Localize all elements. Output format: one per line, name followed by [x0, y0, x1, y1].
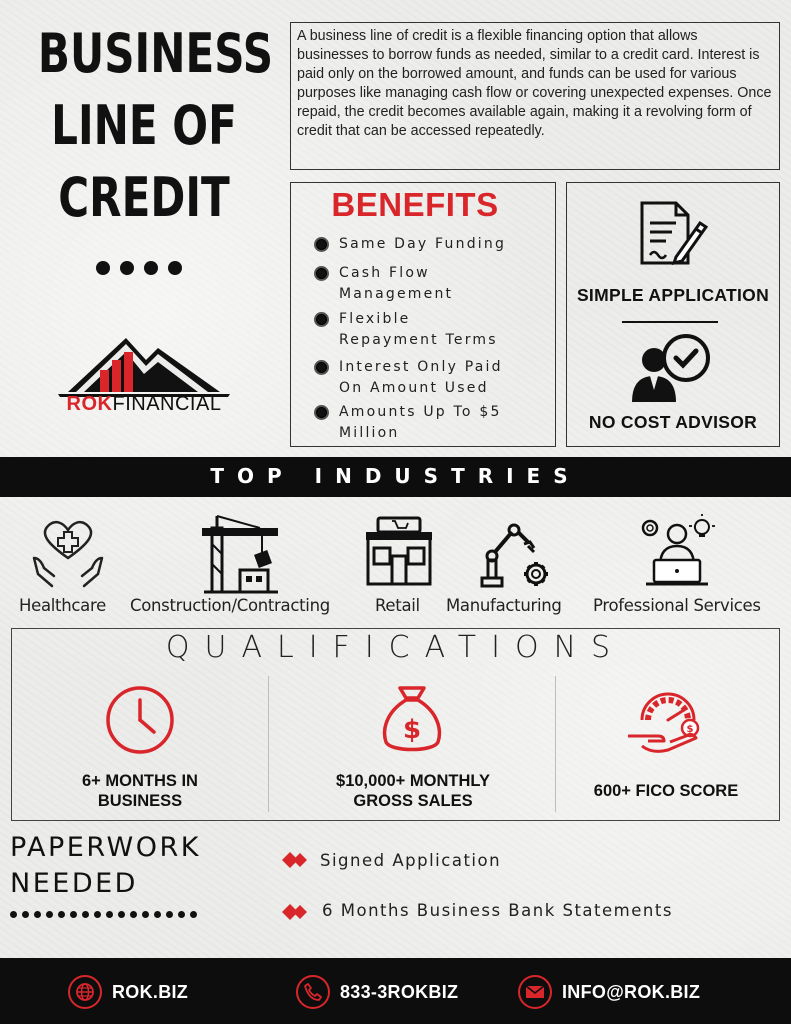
benefit-item: Flexible Repayment Terms: [314, 309, 546, 350]
manufacturing-icon: [478, 520, 552, 590]
svg-text:$: $: [402, 715, 422, 745]
document-signature-icon: [636, 199, 708, 269]
bullet-icon: [314, 237, 329, 252]
top-industries-heading: TOP INDUSTRIES: [210, 464, 581, 488]
footer-phone[interactable]: [296, 975, 458, 1009]
no-cost-advisor-label: NO COST ADVISOR: [588, 412, 758, 432]
phone-text: 833-3ROKBIZ: [340, 981, 459, 1002]
paperwork-dots-divider: [10, 911, 197, 918]
page-title: [37, 18, 274, 234]
footer-email[interactable]: [518, 975, 700, 1009]
advisor-check-icon: [628, 332, 716, 404]
benefit-item: Same Day Funding: [314, 234, 546, 255]
rok-mountain-logo-icon: [48, 330, 240, 400]
clock-icon: [104, 684, 176, 756]
benefit-item: Cash Flow Management: [314, 263, 546, 304]
globe-icon: [68, 975, 102, 1009]
brand-wordmark: [48, 393, 240, 416]
bullet-icon: [314, 266, 329, 281]
paperwork-title: PAPERWORK NEEDED: [10, 832, 201, 899]
retail-icon: [364, 516, 434, 588]
envelope-icon: [518, 975, 552, 1009]
title-line-1: BUSINESS: [37, 22, 274, 85]
industry-label-professional-services: Professional Services: [593, 596, 761, 615]
website-text: ROK.BIZ: [112, 981, 189, 1002]
benefit-item: Interest Only Paid On Amount Used: [314, 357, 546, 398]
simple-application-label: SIMPLE APPLICATION: [576, 285, 770, 305]
brand-black-text: FINANCIAL: [112, 393, 222, 415]
paperwork-item-application: Signed Application: [320, 851, 502, 870]
intro-description: A business line of credit is a flexible financing option that allows businesses to borrow funds as needed, similar to a credit card. Interest is paid only on the borrowed amount, and funds can be used for various purposes like managing cash flow or covering unexpected expenses. Once repaid, the credit becomes available again, making it a revolving form of credit that can be accessed repeatedly.: [290, 22, 780, 170]
healthcare-icon: [30, 518, 106, 590]
benefits-title: BENEFITS: [331, 186, 499, 223]
title-line-2: LINE OF: [51, 94, 237, 157]
title-line-3: CREDIT: [58, 166, 230, 229]
qualification-fico-score: 600+ FICO SCORE: [593, 782, 739, 800]
benefit-item: Amounts Up To $5 Million: [314, 402, 546, 443]
credit-score-icon: [624, 686, 708, 758]
bullet-icon: [314, 312, 329, 327]
bullet-icon: [314, 360, 329, 375]
construction-icon: [200, 514, 282, 594]
industry-label-manufacturing: Manufacturing: [446, 596, 562, 615]
qualifications-heading: QUALIFICATIONS: [165, 630, 626, 665]
diamond-bullet-icon: [282, 902, 310, 922]
diamond-bullet-icon: [282, 850, 310, 870]
professional-services-icon: [636, 514, 718, 590]
industry-label-retail: Retail: [375, 596, 420, 615]
qualification-monthly-sales: $10,000+ MONTHLY GROSS SALES: [336, 772, 490, 810]
qualifications-divider: [268, 676, 269, 812]
footer-website[interactable]: [68, 975, 188, 1009]
svg-text:$: $: [686, 724, 694, 735]
email-text: INFO@ROK.BIZ: [562, 981, 701, 1002]
industry-label-construction: Construction/Contracting: [130, 596, 330, 615]
money-bag-icon: [380, 684, 444, 756]
industry-label-healthcare: Healthcare: [19, 596, 106, 615]
bullet-icon: [314, 405, 329, 420]
features-divider: [622, 321, 718, 323]
phone-icon: [296, 975, 330, 1009]
paperwork-item-bank-statements: 6 Months Business Bank Statements: [322, 901, 673, 920]
qualification-time-in-business: 6+ MONTHS IN BUSINESS: [82, 772, 198, 810]
brand-red-text: ROK: [66, 393, 113, 415]
title-dots-divider: [96, 261, 182, 275]
qualifications-divider: [555, 676, 556, 812]
